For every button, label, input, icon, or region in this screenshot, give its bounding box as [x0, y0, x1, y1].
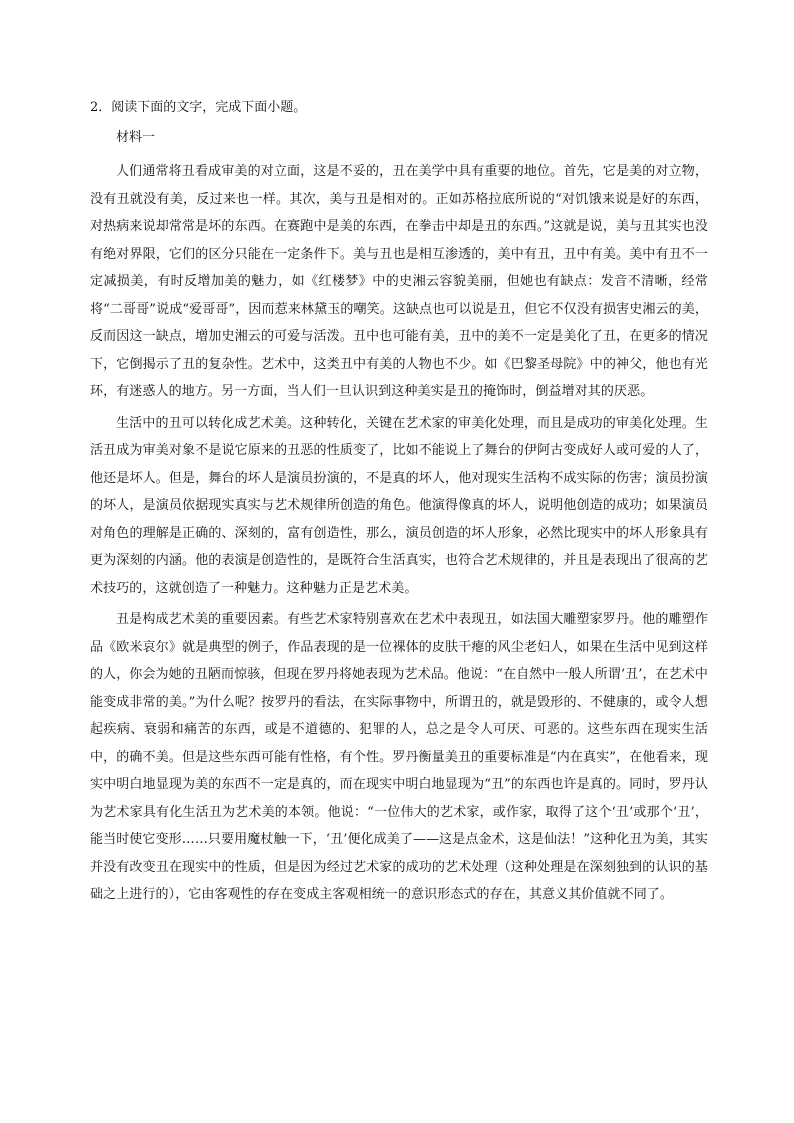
document-content	[90, 98, 708, 909]
paragraph-3: 丑是构成艺术美的重要因素。有些艺术家特别喜欢在艺术中表现丑，如法国大雕塑家罗丹。他的雕塑作品《欧米哀尔》就是典型的例子，作品表现的是一位裸体的皮肤干瘪的风尘老妇人，如果在生活中见到这样的人，你会为她的丑陋而惊骇，但现在罗丹将她表现为艺术品。他说：“在自然中一般人所谓‘丑’，在艺术中能变成非常的美。”为什么呢？按罗丹的看法，在实际事物中，所谓丑的，就是毁形的、不健康的，或令人想起疾病、衰弱和痛苦的东西，或是不道德的、犯罪的人，总之是令人可厌、可恶的。这些东西在现实生活中，的确不美。但是这些东西可能有性格，有个性。罗丹衡量美丑的重要标准是“内在真实”，在他看来，现实中明白地显现为美的东西不一定是真的，而在现实中明白地显现为“丑”的东西也许是真的。同时，罗丹认为艺术家具有化生活丑为艺术美的本领。他说：“一位伟大的艺术家，或作家，取得了这个‘丑’或那个‘丑’，能当时使它变形……只要用魔杖触一下，‘丑’便化成美了——这是点金术，这是仙法！”这种化丑为美，其实并没有改变丑在现实中的性质，但是因为经过艺术家的成功的艺术处理（这种处理是在深刻独到的认识的基础之上进行的），它由客观性的存在变成主客观相统一的意识形态式的存在，其意义其价值就不同了。	[90, 612, 708, 902]
material-title: 材料一	[116, 130, 156, 145]
paragraph-1: 人们通常将丑看成审美的对立面，这是不妥的，丑在美学中具有重要的地位。首先，它是美的对立物，没有丑就没有美，反过来也一样。其次，美与丑是相对的。正如苏格拉底所说的“对饥饿来说是好的东西，对热病来说却常常是坏的东西。在赛跑中是美的东西，在拳击中却是丑的东西。”这就是说，美与丑其实也没有绝对界限，它们的区分只能在一定条件下。美与丑也是相互渗透的，美中有丑，丑中有美。美中有丑不一定减损美，有时反增加美的魅力，如《红楼梦》中的史湘云容貌美丽，但她也有缺点：发音不清晰，经常将“二哥哥”说成“爱哥哥”，因而惹来林黛玉的嘲笑。这缺点也可以说是丑，但它不仅没有损害史湘云的美，反而因这一缺点，增加史湘云的可爱与活泼。丑中也可能有美，丑中的美不一定是美化了丑，在更多的情况下，它倒揭示了丑的复杂性。艺术中，这类丑中有美的人物也不少。如《巴黎圣母院》中的神父，他也有光环，有迷惑人的地方。另一方面，当人们一旦认识到这种美实是丑的掩饰时，倒益增对其的厌恶。	[90, 164, 708, 399]
question-heading: 2．阅读下面的文字，完成下面小题。	[90, 100, 307, 115]
paragraph-2: 生活中的丑可以转化成艺术美。这种转化，关键在艺术家的审美化处理，而且是成功的审美化处理。生活丑成为审美对象不是说它原来的丑恶的性质变了，比如不能说上了舞台的伊阿古变成好人或可爱的人了，他还是坏人。但是，舞台的坏人是演员扮演的，不是真的坏人，他对现实生活构不成实际的伤害；演员扮演的坏人，是演员依据现实真实与艺术规律所创造的角色。他演得像真的坏人，说明他创造的成功；如果演员对角色的理解是正确的、深刻的，富有创造性，那么，演员创造的坏人形象，必然比现实中的坏人形象具有更为深刻的内涵。他的表演是创造性的，是既符合生活真实，也符合艺术规律的，并且是表现出了很高的艺术技巧的，这就创造了一种魅力。这种魅力正是艺术美。	[90, 415, 708, 596]
